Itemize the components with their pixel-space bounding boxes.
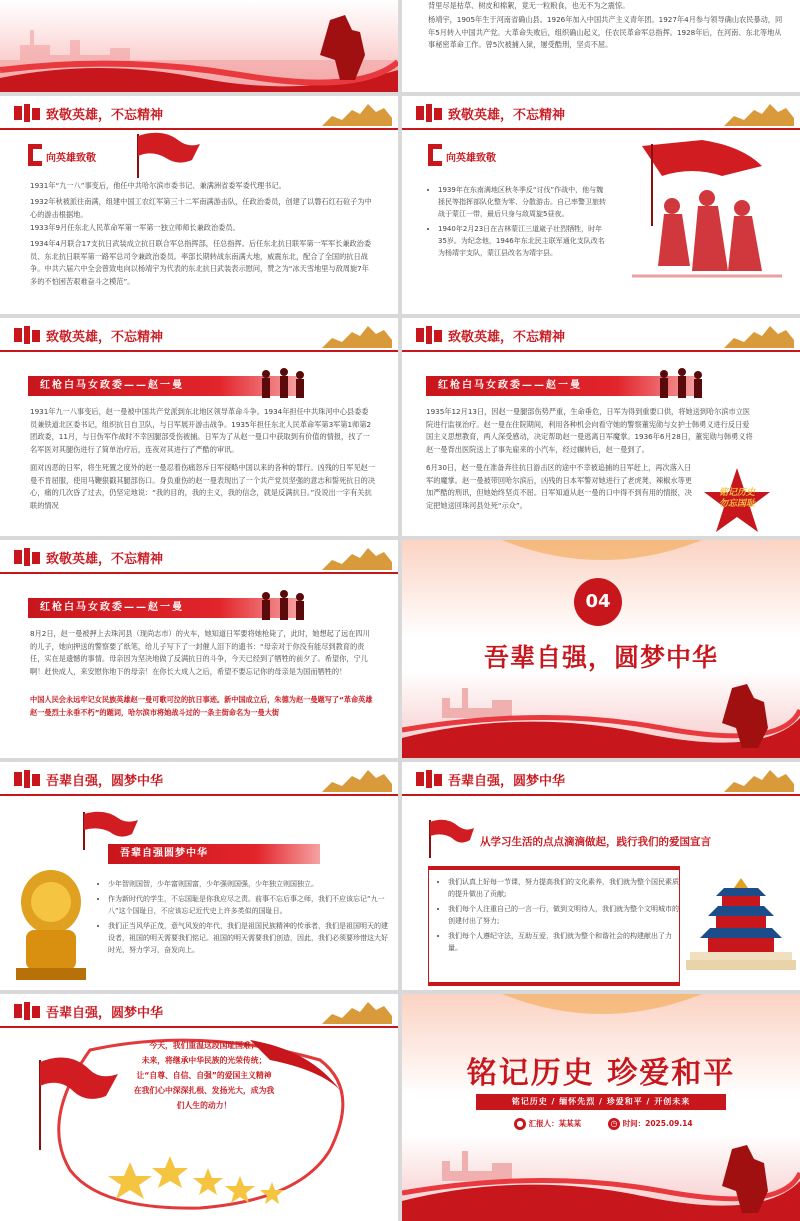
slide6-text-1: 8月2日，赵一曼被押上去珠河县（现尚志市）的火车，她知道日军要将她枪毙了，此时，她想起了远在四川的儿子，她向押送的警察要了纸笔，给儿子写下了一封催人泪下的遗书：“母亲对于你没有能尽到教育的责任，实在是遗憾的事情。母亲因为坚决地做了反满抗日的斗争，今天已经到了牺牲的前夕了。希望你，宁儿啊！赶快成人，来安慰你地下的母亲！在你长大成人之后，希望不要忘记你的母亲是为国而牺牲的！ bbox=[30, 629, 370, 676]
slide1-text-2: 杨靖宇，1905年生于河南省确山县。1926年加入中国共产主义青年团。1927年4月参与领导确山农民暴动，同年5月转入中国共产党。大革命失败后，组织确山起义，任农民革命军总指挥。1928年后，在河南、东北等地从事秘密革命工作。曾5次被捕入狱，屡受酷刑，坚贞不屈。 bbox=[428, 15, 783, 49]
soldiers-silhouette-icon bbox=[650, 368, 710, 398]
list-item: • 我们认真上好每一节课，努力提高我们的文化素养，我们就为整个国民素质的提升做出了贡献; bbox=[448, 876, 682, 900]
building-decoration-icon bbox=[724, 764, 794, 792]
building-decoration-icon bbox=[322, 98, 392, 126]
slide-header bbox=[402, 318, 800, 352]
soldiers-illustration bbox=[612, 136, 792, 286]
logo-icon bbox=[14, 1002, 40, 1020]
list-item: • 1939年在东南满地区秋冬季反“讨伐”作战中，他与魏拯民等指挥部队化整为零、分散游击。自己率警卫旅转战于蒙江一带，最后只身与敌周旋5昼夜。 bbox=[438, 184, 608, 220]
section-banner: 吾辈自强圆梦中华 bbox=[108, 844, 320, 864]
section-banner: 红枪白马女政委——赵一曼 bbox=[426, 376, 698, 396]
logo-icon bbox=[416, 326, 442, 344]
statement-line: 们人生的动力！ bbox=[176, 1101, 232, 1110]
list-item: • 作为新时代的学生，不忘国耻是你我应尽之责。前事不忘后事之师，我们不应该忘记“九一八”这个国耻日，不应该忘记近代史上许多类似的国耻日。 bbox=[108, 893, 390, 917]
slide-1-left bbox=[0, 0, 398, 92]
slide-8 bbox=[0, 762, 398, 990]
logo-icon bbox=[14, 326, 40, 344]
logo-icon bbox=[14, 770, 40, 788]
logo-icon bbox=[14, 104, 40, 122]
sunburst-decoration bbox=[402, 994, 800, 1034]
slide2-text-2: 1932年秋被派往南满，组建中国工农红军第三十二军南满游击队，任政治委员，创建了以磐石红石砬子为中心的游击根据地。 bbox=[30, 197, 372, 219]
statement-line: 在我们心中深深扎根、发扬光大，成为我 bbox=[133, 1086, 275, 1095]
slide-6 bbox=[0, 540, 398, 758]
statement-line: 今天，我们重温这段国耻国难； bbox=[149, 1041, 259, 1050]
slide-1-right bbox=[402, 0, 800, 92]
building-decoration-icon bbox=[322, 764, 392, 792]
soldiers-silhouette-icon bbox=[252, 368, 312, 398]
slide5-text-2: 6月30日，赵一曼在准备奔往抗日游击区的途中不幸被追捕的日军赶上，再次落入日军的魔掌。赵一曼被带回哈尔滨后，凶残的日本军警对她进行了老虎凳、辣椒水等更加严酷的刑讯，但她始终坚贞不屈。日军知道从赵一曼的口中得不到有用的情报，决定把她送回珠河县处死“示众”。 bbox=[426, 463, 692, 510]
slide-7 bbox=[402, 540, 800, 758]
slide-header bbox=[0, 994, 398, 1028]
hero-facts-list bbox=[426, 184, 608, 262]
statement-line: 让“自尊、自信、自强”的爱国主义精神 bbox=[136, 1071, 272, 1080]
slide-11 bbox=[402, 994, 800, 1221]
closing-title: 铭记历史 珍爱和平 bbox=[466, 1056, 736, 1091]
bracket-icon bbox=[428, 144, 442, 166]
slide-header bbox=[0, 96, 398, 130]
aspiration-list bbox=[96, 878, 390, 959]
clock-icon: ◷ bbox=[608, 1118, 620, 1130]
list-item: • 我们正当风华正茂，意气风发的年代，我们是祖国民族精神的传承者，我们是祖国明天的建设者，祖国的明天需要我们铭记。祖国的明天需要我们创造，因此，我们必须要珍惜这大好时光，努力学习，奋发向上。 bbox=[108, 920, 390, 956]
golden-lion-icon bbox=[6, 862, 96, 982]
reporter-info: ● 汇报人：某某某 bbox=[514, 1118, 581, 1130]
closing-subtitle: 铭记历史 / 缅怀先烈 / 珍爱和平 / 开创未来 bbox=[476, 1094, 726, 1110]
logo-icon bbox=[416, 104, 442, 122]
building-decoration-icon bbox=[322, 542, 392, 570]
pledge-list bbox=[436, 876, 682, 957]
bracket-icon bbox=[28, 144, 42, 166]
slide2-text-1: 1931年“九一八”事变后，他任中共哈尔滨市委书记、兼满洲省委军委代理书记。 bbox=[30, 181, 286, 190]
slide-header bbox=[402, 96, 800, 130]
slide5-text-1: 1935年12月13日，因赵一曼腿部伤势严重，生命垂危，日军为得到重要口供，将她送到哈尔滨市立医院进行监视治疗。赵一曼在住院期间，利用各种机会向看守她的警察董宪勋与女护士韩勇义进行反日爱国主义思想教育，两人深受感动，决定帮助赵一曼逃离日军魔掌。1936年6月28日，董宪勋与韩勇义将赵一曼背出医院送上了事先雇来的小汽车，经过辗转后，赵一曼到了。 bbox=[426, 407, 753, 454]
red-flag-icon bbox=[426, 818, 476, 858]
list-item: • 我们每个人注重自己的一言一行，做到文明待人，我们就为整个文明城市的创建付出了努力; bbox=[448, 903, 682, 927]
person-icon: ● bbox=[514, 1118, 526, 1130]
slide-9 bbox=[402, 762, 800, 990]
list-item: • 少年智则国智，少年富则国富，少年强则国强，少年独立则国独立。 bbox=[108, 878, 390, 890]
date-info: ◷ 时间：2025.09.14 bbox=[608, 1118, 693, 1130]
slide6-text-2: 中国人民会永远牢记女民族英雄赵一曼可歌可泣的抗日事迹。新中国成立后，朱德为赵一曼题写了“革命英雄赵一曼烈士永垂不朽”的题词，哈尔滨市将她战斗过的一条主街命名为一曼大街 bbox=[30, 695, 373, 717]
header-title: 致敬英雄，不忘精神 bbox=[448, 108, 566, 123]
building-decoration-icon bbox=[322, 996, 392, 1024]
slide-5 bbox=[402, 318, 800, 536]
header-title: 致敬英雄，不忘精神 bbox=[46, 330, 164, 345]
closing-statement bbox=[104, 1038, 304, 1113]
header-title: 吾辈自强，圆梦中华 bbox=[448, 774, 566, 789]
logo-icon bbox=[416, 770, 442, 788]
section-banner: 红枪白马女政委——赵一曼 bbox=[28, 376, 300, 396]
sunburst-decoration bbox=[402, 540, 800, 580]
slide-header bbox=[0, 762, 398, 796]
section-number: 04 bbox=[585, 591, 611, 612]
statement-line: 未来，将继承中华民族的光荣传统； bbox=[141, 1056, 267, 1065]
city-skyline-decoration bbox=[0, 0, 398, 92]
header-title: 致敬英雄，不忘精神 bbox=[46, 108, 164, 123]
city-wave-decoration bbox=[402, 678, 800, 758]
star-seal bbox=[702, 466, 772, 536]
header-title: 吾辈自强，圆梦中华 bbox=[46, 774, 164, 789]
red-flag-icon bbox=[132, 130, 202, 178]
slide-3 bbox=[402, 96, 800, 314]
subheading: 从学习生活的点点滴滴做起，践行我们的爱国宣言 bbox=[480, 836, 711, 848]
slide-4 bbox=[0, 318, 398, 536]
list-item: • 我们每个人遵纪守法，互助互爱，我们就为整个和谐社会的构建献出了力量。 bbox=[448, 930, 682, 954]
slide4-text-2: 面对凶恶的日军，将生死置之度外的赵一曼忍着伤痛怒斥日军侵略中国以来的各种的罪行。凶残的日军见赵一曼不肯屈服，使用马鞭狠戳其腿部伤口。身负重伤的赵一曼表现出了一个共产党员坚强的意志和誓死抗日的决心，痛的几次昏了过去，仍坚定地说：“我的目的，我的主义，我的信念，就是反满抗日。”没说出一字有关抗联的情况 bbox=[30, 463, 376, 510]
subheading: 向英雄致敬 bbox=[46, 153, 96, 164]
slide-header bbox=[0, 540, 398, 574]
header-title: 致敬英雄，不忘精神 bbox=[46, 552, 164, 567]
slide2-text-3: 1933年9月任东北人民革命军第一军第一独立师师长兼政治委员。 bbox=[30, 223, 240, 232]
slide1-text-1: 背里尽是枯草、树皮和棉絮，竟无一粒粮食，也无不为之震惊。 bbox=[428, 1, 630, 10]
building-decoration-icon bbox=[724, 98, 794, 126]
header-title: 致敬英雄，不忘精神 bbox=[448, 330, 566, 345]
slide-2 bbox=[0, 96, 398, 314]
seal-text: 铭记历史 勿忘国耻 bbox=[718, 488, 755, 509]
section-title: 吾辈自强，圆梦中华 bbox=[483, 643, 718, 672]
subheading: 向英雄致敬 bbox=[446, 153, 496, 164]
logo-icon bbox=[14, 548, 40, 566]
slide-header bbox=[402, 762, 800, 796]
list-item: • 1940年2月23日在吉林蒙江三道崴子壮烈牺牲，时年35岁。为纪念他，1946年东北民主联军通化支队改名为杨靖宇支队，蒙江县改名为靖宇县。 bbox=[438, 223, 608, 259]
building-decoration-icon bbox=[724, 320, 794, 348]
slide2-text-4: 1934年4月联合17支抗日武装成立抗日联合军总指挥部，任总指挥。后任东北抗日联军第一军军长兼政治委员、东北抗日联军第一路军总司令兼政治委员。率部长期转战东南满大地，威震东北，配合了全国的抗日战争。中共六届六中全会曾致电向以杨靖宇为代表的东北抗日武装表示慰问，赞之为“冰天雪地里与敌周旋7年多的不怕困苦艰难奋斗之模范”。 bbox=[30, 239, 372, 286]
section-number-circle bbox=[574, 578, 622, 626]
temple-of-heaven-icon bbox=[686, 874, 796, 984]
building-decoration-icon bbox=[322, 320, 392, 348]
city-wave-decoration bbox=[402, 1141, 800, 1221]
section-banner: 红枪白马女政委——赵一曼 bbox=[28, 598, 300, 618]
slide-header bbox=[0, 318, 398, 352]
header-title: 吾辈自强，圆梦中华 bbox=[46, 1006, 164, 1021]
slide4-text-1: 1931年九一八事变后，赵一曼被中国共产党派到东北地区领导革命斗争。1934年担任中共珠河中心县委委员兼铁道北区委书记，组织抗日自卫队，与日军展开游击战争。1935年担任东北人民革命军第3军第1师第2团政委，11月，与日伪军作战时不幸因腿部受伤被捕。日军为了从赵一曼口中获取到有价值的情报，找了一名军医对其腿伤进行了简单治疗后，连夜对其进行了严酷的审讯。 bbox=[30, 407, 372, 454]
soldiers-silhouette-icon bbox=[252, 590, 312, 620]
slide-10 bbox=[0, 994, 398, 1221]
